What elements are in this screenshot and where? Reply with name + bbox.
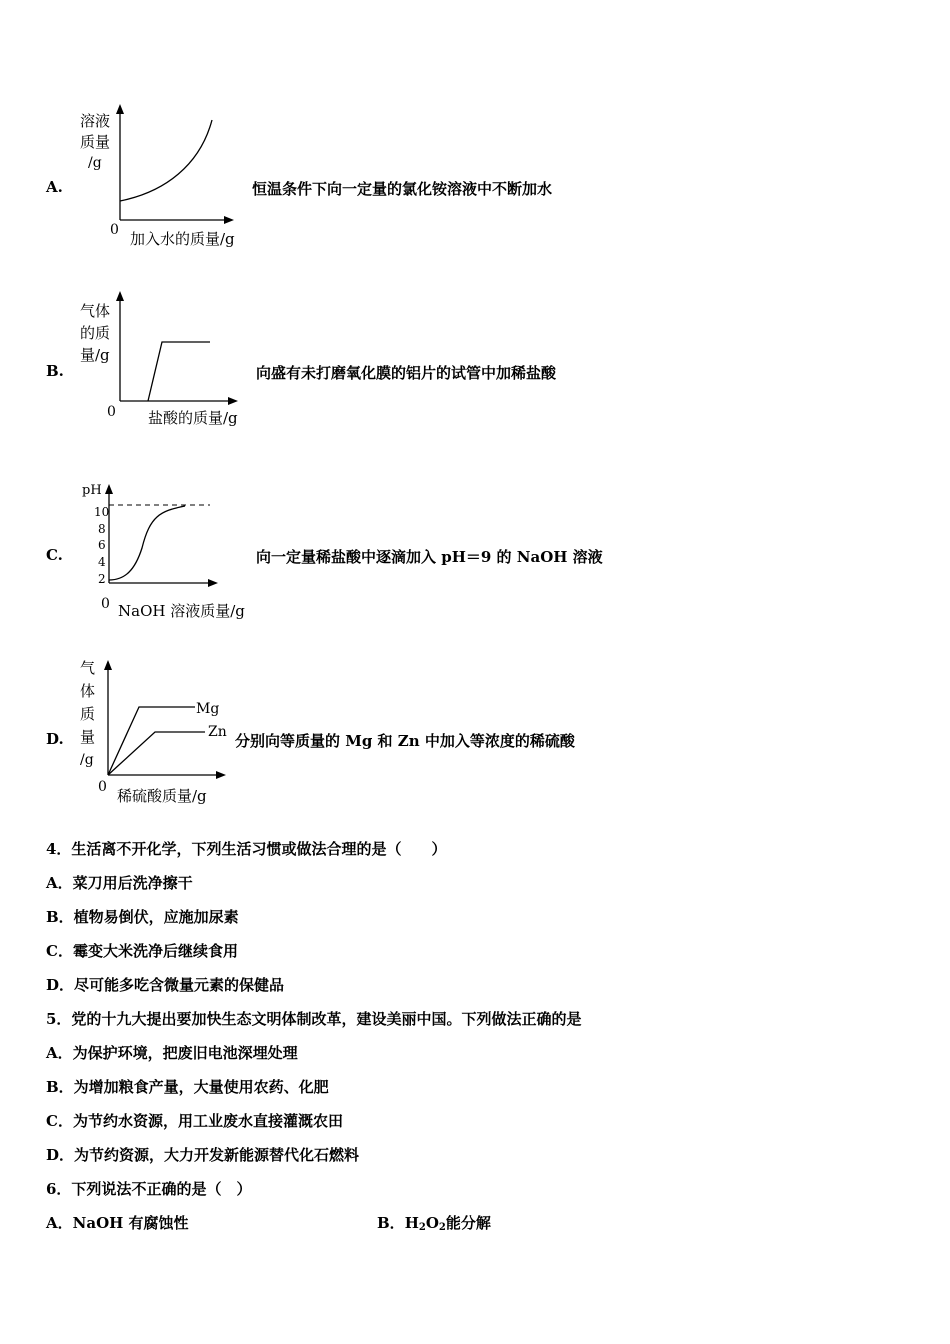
chart-a [70,100,260,250]
option-a-description: 恒温条件下向一定量的氯化铵溶液中不断加水 [252,180,553,198]
q6-option-a: A．NaOH 有腐蚀性 [46,1214,189,1232]
chart-c-origin: 0 [101,596,110,612]
chart-d-series-zn-label: Zn [208,724,227,740]
q4-stem: 4．生活离不开化学，下列生活习惯或做法合理的是（ ） [46,840,447,858]
chart-a-curve [120,120,212,201]
q6-option-b-formula-o: O [425,1214,439,1232]
chart-a-ylabel-1: 溶液 [80,112,111,130]
q5-stem: 5．党的十九大提出要加快生态文明体制改革，建设美丽中国。下列做法正确的是 [46,1010,582,1028]
chart-d-ylabel-1: 气 [80,659,96,677]
chart-d-ylabel-5: /g [80,752,94,768]
chart-b-curve [148,342,210,401]
q6-option-b-prefix: B． [377,1214,405,1232]
chart-c-xlabel: NaOH 溶液质量/g [118,602,245,620]
chart-c-x-arrow [208,579,218,587]
q4-option-b: B．植物易倒伏，应施加尿素 [46,908,239,926]
chart-c-ytick-10: 10 [94,505,110,519]
chart-b-ylabel-2: 的质 [80,324,111,342]
chart-b-xlabel: 盐酸的质量/g [148,409,238,427]
chart-d [70,650,240,810]
q6-option-b-sub2: 2 [438,1222,446,1233]
chart-d-ylabel-2: 体 [80,682,96,700]
q6-option-b-suffix: 能分解 [445,1214,491,1232]
chart-b-origin: 0 [107,404,116,420]
chart-d-origin: 0 [98,779,107,795]
chart-c-curve [109,506,185,580]
chart-d-x-arrow [216,771,226,779]
option-c-description: 向一定量稀盐酸中逐滴加入 pH＝9 的 NaOH 溶液 [256,548,603,566]
chart-a-ylabel-2: 质量 [80,133,111,151]
q5-option-d: D．为节约资源，大力开发新能源替代化石燃料 [46,1146,360,1164]
chart-c-ylabel: pH [82,483,102,498]
q4-option-a: A．菜刀用后洗净擦干 [46,874,193,892]
q5-option-a: A．为保护环境，把废旧电池深埋处理 [46,1044,298,1062]
chart-b-y-arrow [116,291,124,301]
chart-a-origin: 0 [110,222,119,238]
option-d-description: 分别向等质量的 Mg 和 Zn 中加入等浓度的稀硫酸 [235,732,575,750]
chart-d-series-mg-label: Mg [196,701,220,717]
chart-b-x-arrow [228,397,238,405]
option-c-label: C. [46,546,63,564]
chart-d-ylabel-4: 量 [80,728,96,746]
option-b-description: 向盛有未打磨氧化膜的铝片的试管中加稀盐酸 [256,364,557,382]
chart-d-y-arrow [104,660,112,670]
chart-b [70,285,260,435]
option-d-label: D. [46,730,64,748]
option-a-label: A. [46,178,63,196]
q5-option-c: C．为节约水资源，用工业废水直接灌溉农田 [46,1112,343,1130]
q6-option-b-formula-h: H [404,1214,419,1232]
q6-option-b [377,1212,491,1233]
q6-option-b-sub1: 2 [418,1222,426,1233]
chart-d-series-mg [108,707,195,775]
chart-a-x-arrow [224,216,234,224]
q4-option-c: C．霉变大米洗净后继续食用 [46,942,238,960]
chart-c-y-arrow [105,484,113,494]
chart-a-y-arrow [116,104,124,114]
option-b-label: B. [46,362,64,380]
chart-b-ylabel-3: 量/g [80,346,110,364]
chart-d-xlabel: 稀硫酸质量/g [117,787,207,805]
chart-c-ytick-6: 6 [98,538,106,552]
chart-a-ylabel-3: /g [88,155,102,171]
q5-option-b: B．为增加粮食产量，大量使用农药、化肥 [46,1078,329,1096]
chart-c-ytick-4: 4 [98,555,106,569]
q6-stem: 6．下列说法不正确的是（ ） [46,1180,252,1198]
chart-c-ytick-2: 2 [98,572,106,586]
chart-c [70,476,260,624]
chart-b-ylabel-1: 气体 [80,302,111,320]
chart-d-series-zn [108,732,205,775]
q4-option-d: D．尽可能多吃含微量元素的保健品 [46,976,285,994]
chart-a-xlabel: 加入水的质量/g [130,230,235,248]
chart-d-ylabel-3: 质 [80,705,96,723]
chart-c-ytick-8: 8 [98,522,106,536]
